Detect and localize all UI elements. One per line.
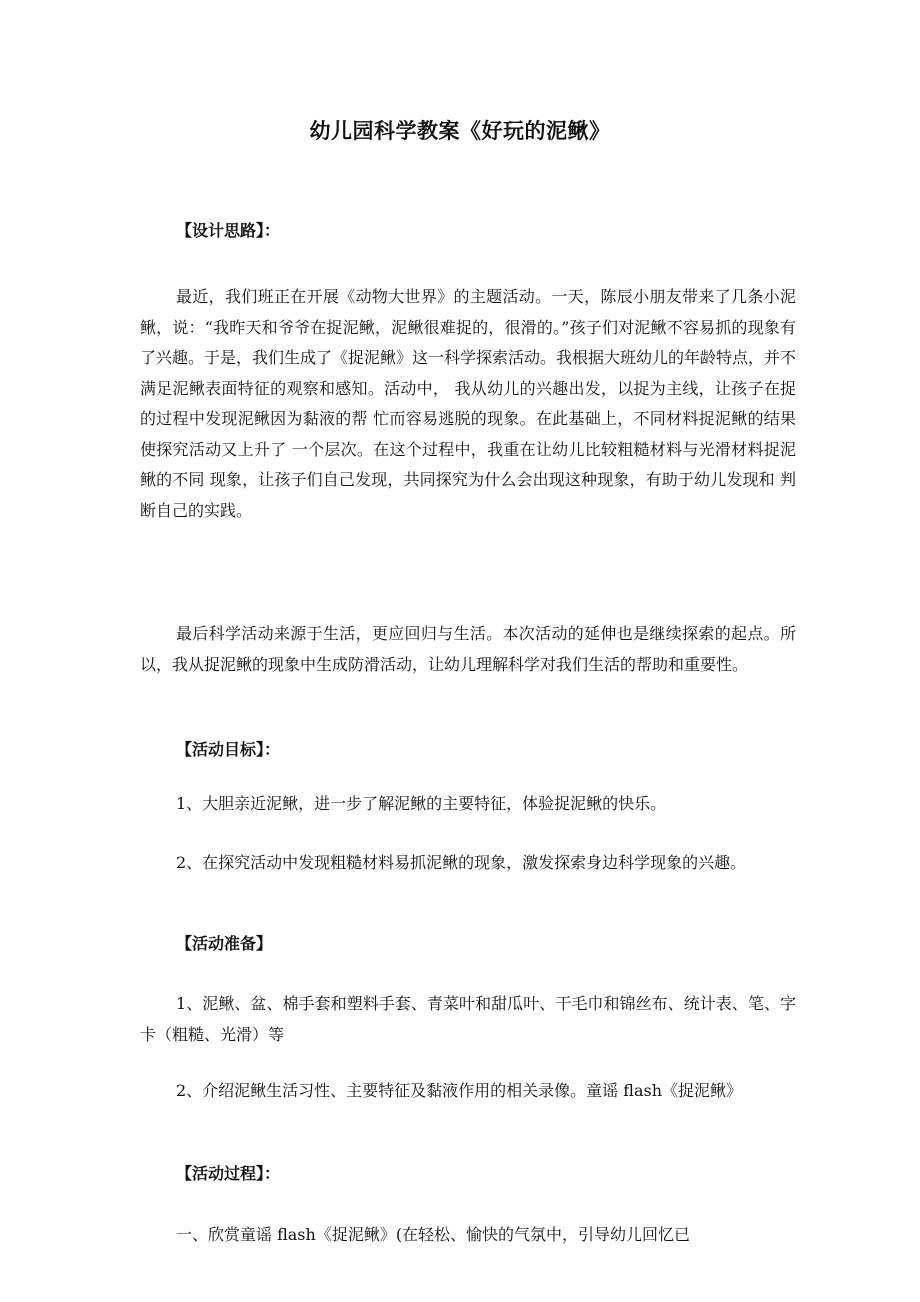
preparation-item-1: 1、泥鳅、盆、棉手套和塑料手套、青菜叶和甜瓜叶、干毛巾和锦丝布、统计表、笔、字卡（粗糙、光滑）等 [140,994,796,1044]
process-heading: 【活动过程】： [176,1164,281,1183]
preparation-heading: 【活动准备】 [176,934,273,953]
preparation-item-2: 2、介绍泥鳅生活习性、主要特征及黏液作用的相关录像。童谣 flash《捉泥鳅》 [176,1081,742,1100]
design-paragraph-2: 最后科学活动来源于生活，更应回归与生活。本次活动的延伸也是继续探索的起点。所以，我从捉泥鳅的现象中生成防滑活动，让幼儿理解科学对我们生活的帮助和重要性。 [140,624,796,674]
process-item-1: 一、欣赏童谣 flash《捉泥鳅》(在轻松、愉快的气氛中，引导幼儿回忆已 [176,1225,691,1244]
goal-item-1: 1、大胆亲近泥鳅，进一步了解泥鳅的主要特征，体验捉泥鳅的快乐。 [176,794,667,813]
design-paragraph-1: 最近，我们班正在开展《动物大世界》的主题活动。一天，陈辰小朋友带来了几条小泥鳅，说：“我昨天和爷爷在捉泥鳅，泥鳅很难捉的，很滑的。”孩子们对泥鳅不容易抓的现象有了兴趣。于是，我们生成了《捉泥鳅》这一科学探索活动。我根据大班幼儿的年龄特点，并不满足泥鳅表面特征的观察和感知。活动中， 我从幼儿的兴趣出发，以捉为主线，让孩子在捉的过程中发现泥鳅因为黏液的帮 忙而容易逃脱的现象。在此基础上，不同材料捉泥鳅的结果使探究活动又上升了 一个层次。在这个过程中，我重在让幼儿比较粗糙材料与光滑材料捉泥鳅的不同 现象，让孩子们自己发现，共同探究为什么会出现这种现象，有助于幼儿发现和 判断自己的实践。 [140,287,797,520]
document-title: 幼儿园科学教案《好玩的泥鳅》 [309,119,611,143]
goal-item-2: 2、在探究活动中发现粗糙材料易抓泥鳅的现象，激发探索身边科学现象的兴趣。 [176,853,747,872]
design-heading: 【设计思路】： [176,221,281,240]
goals-heading: 【活动目标】： [176,740,281,759]
